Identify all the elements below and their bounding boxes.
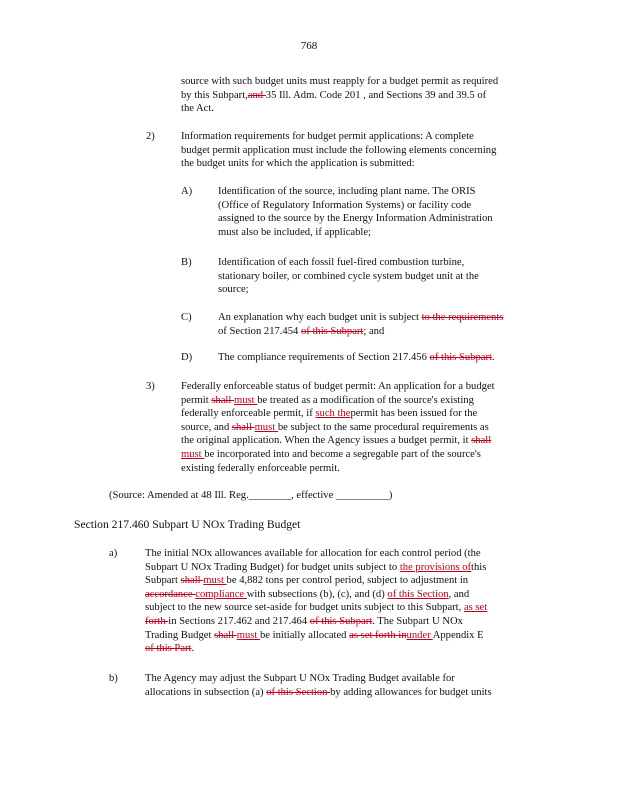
text-line — [218, 199, 493, 213]
text-run: be treated as a modification of the source's existing — [257, 394, 474, 406]
deleted-text: to the requirements — [421, 312, 504, 323]
text-line — [218, 283, 479, 297]
text-line — [181, 75, 498, 89]
text-line — [181, 89, 498, 103]
text-line — [218, 311, 503, 325]
inserted-text: of this Section — [387, 588, 449, 600]
item-2-text — [181, 130, 496, 171]
text-line — [145, 601, 487, 615]
text-line — [218, 270, 479, 284]
inserted-text: as set — [463, 602, 488, 614]
text-run: . — [191, 643, 195, 655]
text-run: federally enforceable permit, if — [181, 408, 316, 420]
deleted-text: shall — [471, 435, 492, 447]
section-item-label: b) — [109, 673, 118, 684]
text-run: be initially allocated — [260, 629, 350, 641]
text-run: Trading Budget — [145, 629, 215, 641]
deleted-text: shall — [211, 394, 234, 406]
text-run: (Office of Regulatory Information Systems) or facility code — [218, 199, 472, 211]
text-line — [145, 629, 487, 643]
text-run: Information requirements for budget permit applications: A complete — [181, 131, 474, 142]
deleted-text: accordance — [145, 588, 196, 600]
text-run: must also be included, if applicable; — [218, 226, 371, 238]
deleted-text: of this Section — [266, 686, 331, 698]
text-run: permit — [181, 394, 212, 406]
text-line — [181, 462, 495, 476]
subitem-text — [218, 351, 495, 365]
text-line — [181, 380, 495, 394]
text-run: Identification of each fossil fuel-fired combustion turbine, — [218, 257, 465, 268]
inserted-text: compliance — [195, 588, 247, 600]
text-run: assigned to the source by the Energy Information Administration — [218, 213, 493, 225]
text-run: permit has been issued for the — [350, 408, 478, 420]
section-item-text — [145, 547, 487, 656]
text-line — [181, 102, 498, 116]
text-line — [145, 642, 487, 656]
item-3-label: 3) — [146, 381, 155, 392]
text-line — [145, 672, 492, 686]
text-run: . The Subpart U NOx — [372, 615, 463, 627]
text-line — [181, 157, 496, 171]
inserted-text: must — [254, 421, 278, 433]
text-line — [145, 686, 492, 700]
text-run: source with such budget units must reapply for a budget permit as required — [181, 76, 499, 87]
text-line — [218, 226, 493, 240]
text-run: be 4,882 tons per control period, subject to adjustment in — [226, 575, 469, 587]
inserted-text: under — [406, 629, 433, 641]
text-run: 35 Ill. Adm. Code 201 , and Sections 39 and 39.5 of — [265, 89, 487, 101]
inserted-text: such the — [315, 408, 351, 420]
text-line — [218, 325, 503, 339]
text-run: allocations in subsection (a) — [145, 686, 267, 698]
text-line — [181, 394, 495, 408]
deleted-text: of this Part — [145, 643, 192, 655]
text-run: Appendix E — [432, 629, 484, 641]
text-run: this — [471, 561, 487, 573]
text-run: by adding allowances for budget units — [330, 686, 492, 698]
text-run: ; and — [363, 325, 385, 337]
deleted-text: forth — [145, 615, 169, 627]
subitem-text — [218, 256, 479, 297]
item-2-label: 2) — [146, 131, 155, 142]
text-run: Federally enforceable status of budget permit: An application for a budget — [181, 381, 495, 392]
text-run: in Sections 217.462 and 217.464 — [168, 615, 310, 627]
text-run: stationary boiler, or combined cycle system budget unit at the — [218, 270, 479, 282]
text-run: source, and — [181, 421, 232, 433]
deleted-text: shall — [180, 575, 204, 587]
section-item-label: a) — [109, 548, 118, 559]
text-run: subject to the new source set-aside for budget units subject to this Subpart, — [145, 602, 464, 614]
text-run: Subpart U NOx Trading Budget) for budget units subject to — [145, 561, 400, 573]
item-3-text — [181, 380, 495, 475]
text-run: An explanation why each budget unit is subject — [218, 312, 422, 323]
text-run: Identification of the source, including plant name. The ORIS — [218, 186, 476, 197]
section-heading: Section 217.460 Subpart U NOx Trading Budget — [74, 518, 301, 531]
subitem-label: A) — [181, 186, 193, 197]
deleted-text: shall — [214, 629, 237, 641]
text-line — [181, 407, 495, 421]
subitem-text — [218, 185, 493, 239]
text-line — [218, 351, 495, 365]
text-line — [218, 185, 493, 199]
inserted-text: must — [203, 575, 227, 587]
text-line — [181, 434, 495, 448]
source-note: (Source: Amended at 48 Ill. Reg.________, effective __________) — [109, 490, 393, 501]
inserted-text: must — [233, 394, 258, 406]
text-line — [181, 130, 496, 144]
subitem-label: D) — [181, 352, 193, 363]
text-line — [181, 448, 495, 462]
text-line — [218, 256, 479, 270]
text-run: source; — [218, 284, 249, 296]
text-line — [181, 421, 495, 435]
deleted-text: of this Subpart — [429, 352, 492, 363]
text-run: with subsections (b), (c), and (d) — [246, 588, 388, 600]
deleted-text: shall — [231, 421, 255, 433]
text-line — [218, 212, 493, 226]
deleted-text: as set forth in — [349, 629, 407, 641]
deleted-text: of this Subpart — [309, 615, 373, 627]
text-line — [181, 144, 496, 158]
text-run: budget permit application must include the following elements concerning — [181, 144, 497, 156]
subitem-text — [218, 311, 503, 338]
subitem-label: C) — [181, 312, 192, 323]
text-run: Subpart — [145, 575, 181, 587]
text-run: The initial NOx allowances available for allocation for each control period (the — [145, 548, 481, 559]
text-run: , and — [448, 588, 470, 600]
inserted-text: the provisions of — [399, 561, 472, 573]
page-number: 768 — [300, 40, 318, 52]
text-line — [145, 588, 487, 602]
text-line — [145, 574, 487, 588]
text-line — [145, 561, 487, 575]
deleted-text: of this Subpart — [300, 325, 364, 337]
text-run: . — [491, 352, 495, 363]
inserted-text: must — [236, 629, 260, 641]
text-run: by this Subpart, — [181, 89, 248, 101]
text-run: The compliance requirements of Section 217.456 — [218, 352, 430, 363]
text-run: the budget units for which the application is submitted: — [181, 158, 415, 170]
text-run: of Section 217.454 — [218, 325, 301, 337]
text-run: the original application. When the Agency issues a budget permit, it — [181, 435, 472, 447]
intro-paragraph — [181, 75, 498, 116]
section-item-text — [145, 672, 492, 699]
subitem-label: B) — [181, 257, 192, 268]
text-run: existing federally enforceable permit. — [181, 462, 340, 474]
text-run: be incorporated into and become a segregable part of the source's — [204, 448, 481, 460]
text-line — [145, 615, 487, 629]
text-line — [145, 547, 487, 561]
inserted-text: must — [181, 448, 205, 460]
text-run: The Agency may adjust the Subpart U NOx Trading Budget available for — [145, 673, 455, 684]
deleted-text: and — [247, 89, 266, 101]
text-run: be subject to the same procedural requirements as — [277, 421, 489, 433]
text-run: the Act. — [181, 103, 214, 115]
